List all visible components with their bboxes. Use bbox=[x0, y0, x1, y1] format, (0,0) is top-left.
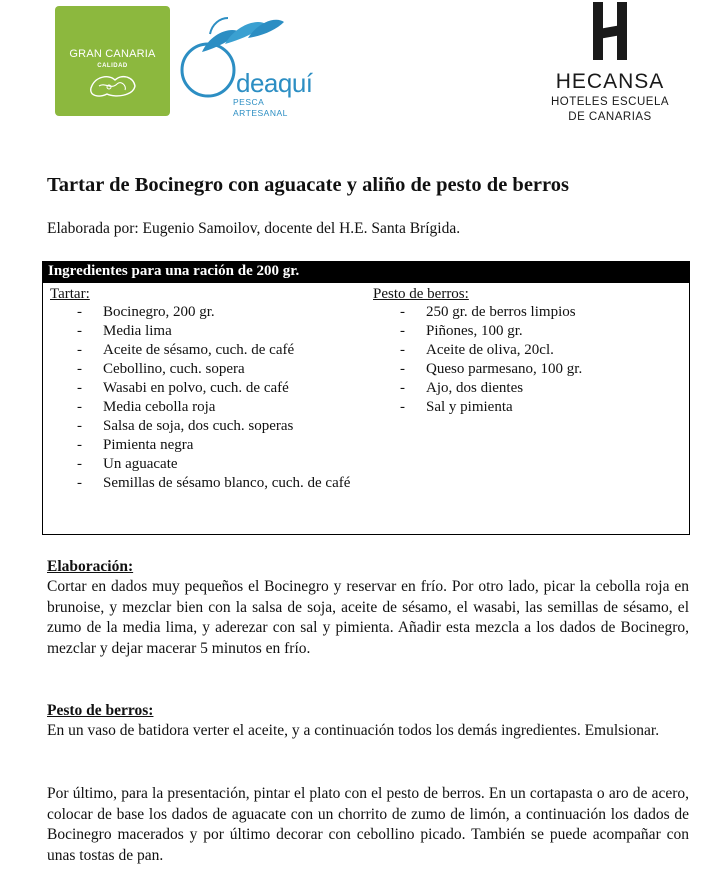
ingredient-text: Semillas de sésamo blanco, cuch. de café bbox=[103, 475, 351, 491]
list-dash: - bbox=[400, 380, 405, 396]
pesto-list bbox=[373, 303, 683, 417]
ingredient-text: Queso parmesano, 100 gr. bbox=[426, 361, 583, 377]
tartar-column bbox=[50, 286, 360, 493]
ingredient-text: 250 gr. de berros limpios bbox=[426, 304, 576, 320]
tartar-heading: Tartar: bbox=[50, 286, 90, 302]
list-dash: - bbox=[77, 418, 82, 434]
deaqui-line1: PESCA bbox=[233, 97, 265, 107]
ingredient-text: Media lima bbox=[103, 323, 172, 339]
ingredient-text: Wasabi en polvo, cuch. de café bbox=[103, 380, 289, 396]
ingredient-item bbox=[50, 303, 360, 322]
ingredient-item bbox=[373, 398, 683, 417]
ingredient-item bbox=[373, 379, 683, 398]
list-dash: - bbox=[77, 475, 82, 491]
ingredient-text: Aceite de oliva, 20cl. bbox=[426, 342, 554, 358]
ingredient-item bbox=[50, 360, 360, 379]
ingredient-text: Cebollino, cuch. sopera bbox=[103, 361, 245, 377]
list-dash: - bbox=[77, 437, 82, 453]
list-dash: - bbox=[77, 323, 82, 339]
ingredient-text: Bocinegro, 200 gr. bbox=[103, 304, 215, 320]
list-dash: - bbox=[400, 323, 405, 339]
list-dash: - bbox=[400, 361, 405, 377]
ingredient-text: Pimienta negra bbox=[103, 437, 194, 453]
gran-canaria-calidad-logo bbox=[55, 6, 170, 116]
deaqui-wordmark: deaquí bbox=[236, 68, 313, 98]
ingredient-item bbox=[50, 322, 360, 341]
ingredient-item bbox=[50, 455, 360, 474]
pesto-heading: Pesto de berros: bbox=[373, 286, 469, 302]
hecansa-name: HECANSA bbox=[555, 70, 665, 93]
gran-canaria-logo-name: GRAN CANARIA bbox=[69, 48, 156, 60]
deaqui-logo bbox=[180, 12, 350, 122]
island-icon bbox=[85, 70, 141, 100]
pesto-section-text: En un vaso de batidora verter el aceite, y a continuación todos los demás ingredientes. Emulsionar. bbox=[47, 722, 660, 739]
pesto-section-heading: Pesto de berros: bbox=[47, 702, 154, 719]
deaqui-line2: ARTESANAL bbox=[233, 108, 288, 118]
hecansa-h-icon bbox=[585, 0, 635, 64]
presentation-text: Por último, para la presentación, pintar el plato con el pesto de berros. En un cortapasta o aro de acero, colocar de base los dados de aguacate con un chorrito de zumo de limón, a continuación los dados de Bocinegro macerados y por último decorar con cebollino picado. También se puede acompañar con unas tostas de pan. bbox=[47, 785, 689, 864]
ingredient-item bbox=[373, 360, 683, 379]
ingredient-item bbox=[50, 417, 360, 436]
ingredient-item bbox=[373, 322, 683, 341]
hecansa-line1: HOTELES ESCUELA bbox=[550, 96, 670, 108]
ingredient-item bbox=[50, 341, 360, 360]
ingredient-text: Sal y pimienta bbox=[426, 399, 513, 415]
list-dash: - bbox=[77, 361, 82, 377]
ingredient-text: Ajo, dos dientes bbox=[426, 380, 524, 396]
ingredient-text: Salsa de soja, dos cuch. soperas bbox=[103, 418, 294, 434]
list-dash: - bbox=[400, 304, 405, 320]
ingredient-item bbox=[50, 436, 360, 455]
tartar-list bbox=[50, 303, 360, 493]
list-dash: - bbox=[77, 304, 82, 320]
ingredient-item bbox=[50, 474, 360, 493]
list-dash: - bbox=[77, 399, 82, 415]
list-dash: - bbox=[77, 456, 82, 472]
elaboracion-text: Cortar en dados muy pequeños el Bocinegro y reservar en frío. Por otro lado, picar la cebolla roja en brunoise, y mezclar bien con la salsa de soja, aceite de sésamo, el wasabi, las semillas de sésamo, el zumo de la media lima, y aderezar con sal y pimienta. Añadir esta mezcla a los dados de Bocinegro, mezclar y dejar macerar 5 minutos en frío. bbox=[47, 578, 689, 657]
hecansa-line2: DE CANARIAS bbox=[568, 111, 652, 123]
list-dash: - bbox=[400, 342, 405, 358]
ingredient-item bbox=[373, 341, 683, 360]
elaboracion-heading: Elaboración: bbox=[47, 558, 134, 575]
hecansa-logo bbox=[525, 0, 695, 130]
ingredients-header: Ingredientes para una ración de 200 gr. bbox=[42, 261, 690, 283]
list-dash: - bbox=[77, 342, 82, 358]
ingredient-text: Media cebolla roja bbox=[103, 399, 216, 415]
list-dash: - bbox=[400, 399, 405, 415]
ingredient-item bbox=[50, 379, 360, 398]
ingredient-text: Un aguacate bbox=[103, 456, 178, 472]
ingredient-item bbox=[373, 303, 683, 322]
ingredient-text: Piñones, 100 gr. bbox=[426, 323, 523, 339]
gran-canaria-logo-sub: CALIDAD bbox=[97, 63, 128, 69]
list-dash: - bbox=[77, 380, 82, 396]
ingredient-text: Aceite de sésamo, cuch. de café bbox=[103, 342, 295, 358]
recipe-title: Tartar de Bocinegro con aguacate y aliño de pesto de berros bbox=[47, 174, 569, 196]
pesto-column bbox=[373, 286, 683, 417]
recipe-author: Elaborada por: Eugenio Samoilov, docente del H.E. Santa Brígida. bbox=[47, 220, 461, 237]
ingredient-item bbox=[50, 398, 360, 417]
